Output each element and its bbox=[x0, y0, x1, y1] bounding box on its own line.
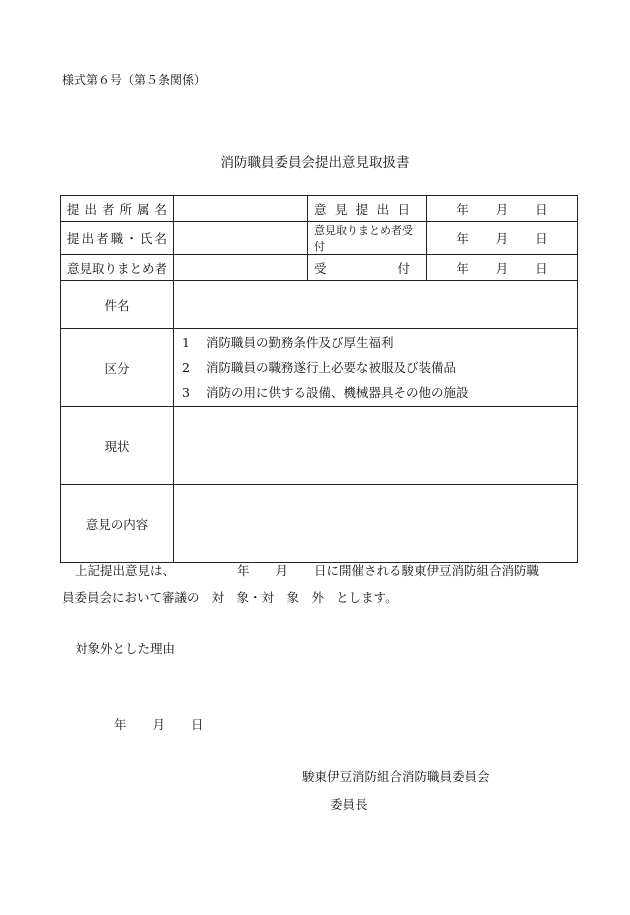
month-label: 月 bbox=[495, 201, 509, 217]
declaration-line2-start: 員委員会において審議の bbox=[62, 590, 200, 605]
declaration-prefix: 上記提出意見は、 bbox=[75, 563, 176, 578]
year-label: 年 bbox=[456, 201, 469, 217]
year-label: 年 bbox=[114, 717, 127, 732]
submission-date-label: 意見提出日 bbox=[308, 196, 427, 222]
category-option[interactable]: 1 消防職員の勤務条件及び厚生福利 bbox=[182, 335, 394, 350]
current-status-field[interactable] bbox=[174, 407, 578, 485]
month-label: 月 bbox=[495, 260, 509, 276]
category-options bbox=[174, 329, 578, 407]
month-label: 月 bbox=[152, 717, 166, 732]
form-number: 様式第６号（第５条関係） bbox=[62, 73, 207, 87]
option-target[interactable]: 対 象 bbox=[211, 590, 250, 605]
table-row bbox=[61, 407, 578, 485]
category-label: 区分 bbox=[61, 329, 174, 407]
declaration-month-label: 月 bbox=[275, 563, 289, 578]
declaration-line-1 bbox=[62, 561, 539, 579]
day-label: 日 bbox=[535, 201, 548, 217]
submitter-affiliation-field[interactable] bbox=[174, 196, 308, 222]
day-label: 日 bbox=[535, 231, 548, 246]
opinion-content-field[interactable] bbox=[174, 485, 578, 563]
day-label: 日 bbox=[191, 717, 204, 732]
category-option[interactable]: 3 消防の用に供する設備、機械器具その他の施設 bbox=[182, 385, 469, 400]
document-title: 消防職員委員会提出意見取扱書 bbox=[220, 155, 410, 171]
year-label: 年 bbox=[456, 231, 469, 246]
table-row bbox=[61, 196, 578, 222]
receipt-date-field[interactable] bbox=[427, 255, 578, 281]
declaration-year-label: 年 bbox=[237, 563, 250, 578]
declaration-day-text: 日に開催される駿東伊豆消防組合消防職 bbox=[314, 563, 540, 578]
subject-field[interactable] bbox=[174, 281, 578, 329]
month-label: 月 bbox=[495, 231, 509, 246]
submitter-position-name-field[interactable] bbox=[174, 222, 308, 255]
option-non-target[interactable]: 対 象 外 bbox=[261, 590, 325, 605]
current-status-label: 現状 bbox=[61, 407, 174, 485]
table-row bbox=[61, 281, 578, 329]
declaration-line2-end: とします。 bbox=[336, 590, 398, 605]
receipt-label: 受付 bbox=[308, 255, 427, 281]
day-label: 日 bbox=[535, 260, 548, 276]
opinion-compiler-label: 意見取りまとめ者 bbox=[61, 255, 174, 281]
subject-label: 件名 bbox=[61, 281, 174, 329]
declaration-line-2 bbox=[62, 588, 398, 606]
opinion-form-table bbox=[60, 195, 578, 563]
table-row bbox=[61, 329, 578, 407]
committee-name: 駿東伊豆消防組合消防職員委員会 bbox=[302, 769, 490, 784]
table-row bbox=[61, 255, 578, 281]
option-separator: ・ bbox=[249, 590, 262, 605]
opinion-compiler-field[interactable] bbox=[174, 255, 308, 281]
submitter-affiliation-label: 提出者所属名 bbox=[61, 196, 174, 222]
compiler-receipt-label: 意見取りまとめ者受付 bbox=[308, 222, 427, 255]
submission-date-field[interactable] bbox=[427, 196, 578, 222]
table-row bbox=[61, 222, 578, 255]
non-target-reason-label: 対象外とした理由 bbox=[75, 641, 176, 656]
year-label: 年 bbox=[456, 260, 469, 276]
chairperson-title: 委員長 bbox=[330, 797, 368, 812]
table-row bbox=[61, 485, 578, 563]
category-option[interactable]: 2 消防職員の職務遂行上必要な被服及び装備品 bbox=[182, 360, 457, 375]
signature-date-line bbox=[114, 715, 204, 733]
submitter-position-name-label: 提出者職・氏名 bbox=[61, 222, 174, 255]
compiler-receipt-date-field[interactable] bbox=[427, 222, 578, 255]
opinion-content-label: 意見の内容 bbox=[61, 485, 174, 563]
